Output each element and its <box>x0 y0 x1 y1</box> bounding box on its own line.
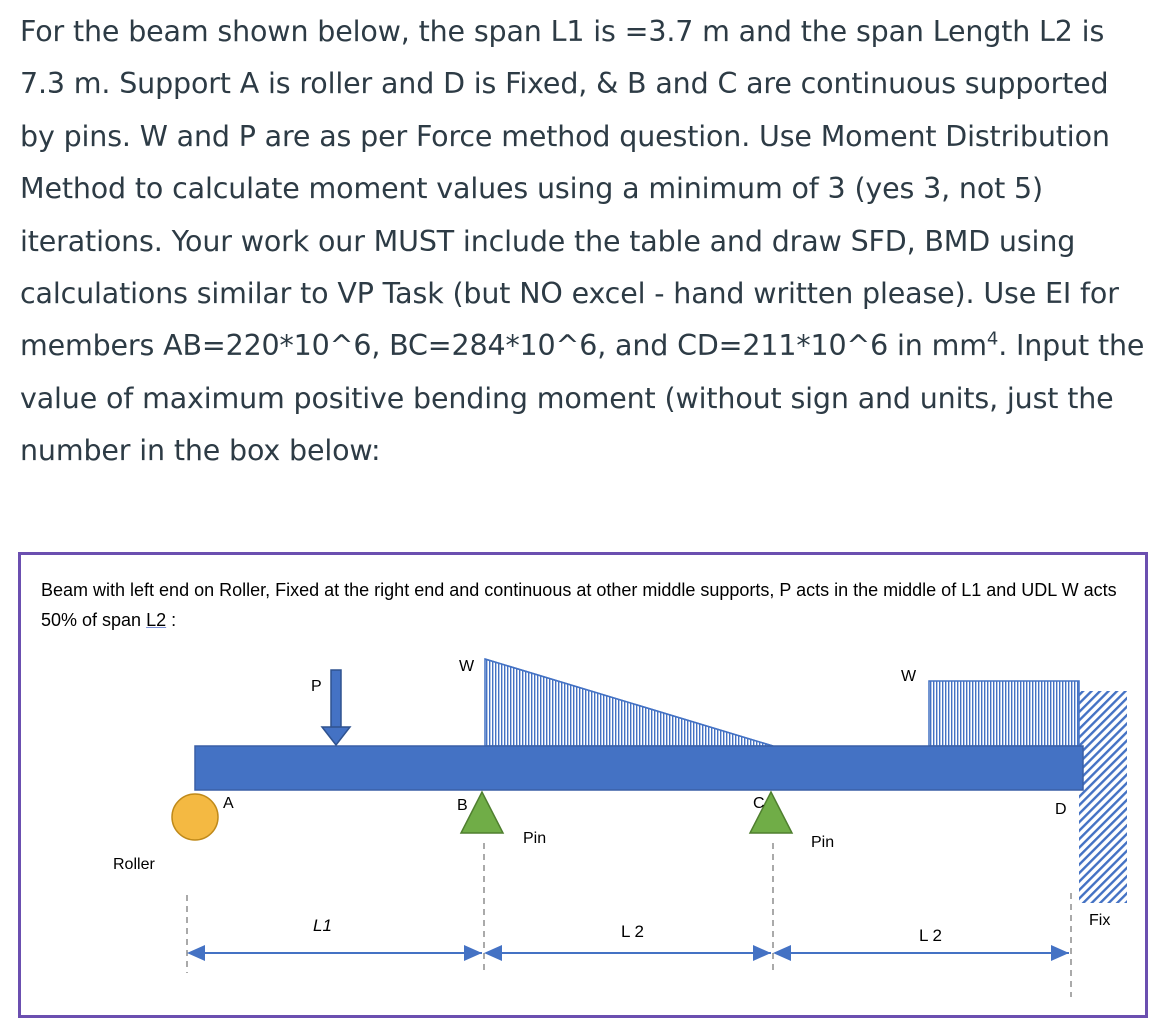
caption-main: Beam with left end on Roller, Fixed at the right end and continuous at other middle supports, P acts in the middle of L1 and UDL W acts 50% of span <box>41 580 1117 630</box>
superscript-4: 4 <box>986 328 999 350</box>
fixed-wall-hatch <box>1079 691 1127 903</box>
question-text-part-2: . Input the value of maximum positive bending moment (without sign and units, just the number in the box below: <box>20 329 1145 468</box>
label-w1: W <box>459 658 475 675</box>
label-w2: W <box>901 668 917 685</box>
beam <box>195 746 1083 790</box>
label-a: A <box>223 795 234 812</box>
question-text <box>20 6 1150 478</box>
label-c: C <box>753 795 765 812</box>
point-load-arrow <box>322 670 350 745</box>
label-span-l2b: L 2 <box>919 926 943 945</box>
label-span-l1: L1 <box>313 916 332 935</box>
label-fix: Fix <box>1089 912 1111 929</box>
beam-figure <box>18 552 1148 1018</box>
label-pin-b: Pin <box>523 830 547 847</box>
label-d: D <box>1055 801 1067 818</box>
question-text-part-1: For the beam shown below, the span L1 is =3.7 m and the span Length L2 is 7.3 m. Support A is roller and D is Fixed, & B and C are continuous supported by pins. W and P are as per Force method question. Use Moment Distribution Method to calculate moment values using a minimum of 3 (yes 3, not 5) iterations. Your work our MUST include the table and draw SFD, BMD using calculations similar to VP Task (but NO excel - hand written please). Use EI for members AB=220*10^6, BC=284*10^6, and CD=211*10^6 in mm <box>20 15 1119 363</box>
roller-support <box>172 794 218 840</box>
beam-diagram <box>21 555 1145 1015</box>
label-span-l2a: L 2 <box>621 922 645 941</box>
caption-underlined: L2 <box>146 610 167 630</box>
label-p: P <box>311 678 322 695</box>
label-b: B <box>457 797 468 814</box>
label-pin-c: Pin <box>811 834 835 851</box>
caption-end: : <box>166 610 177 630</box>
label-roller: Roller <box>113 856 155 873</box>
udl-load <box>929 681 1079 746</box>
